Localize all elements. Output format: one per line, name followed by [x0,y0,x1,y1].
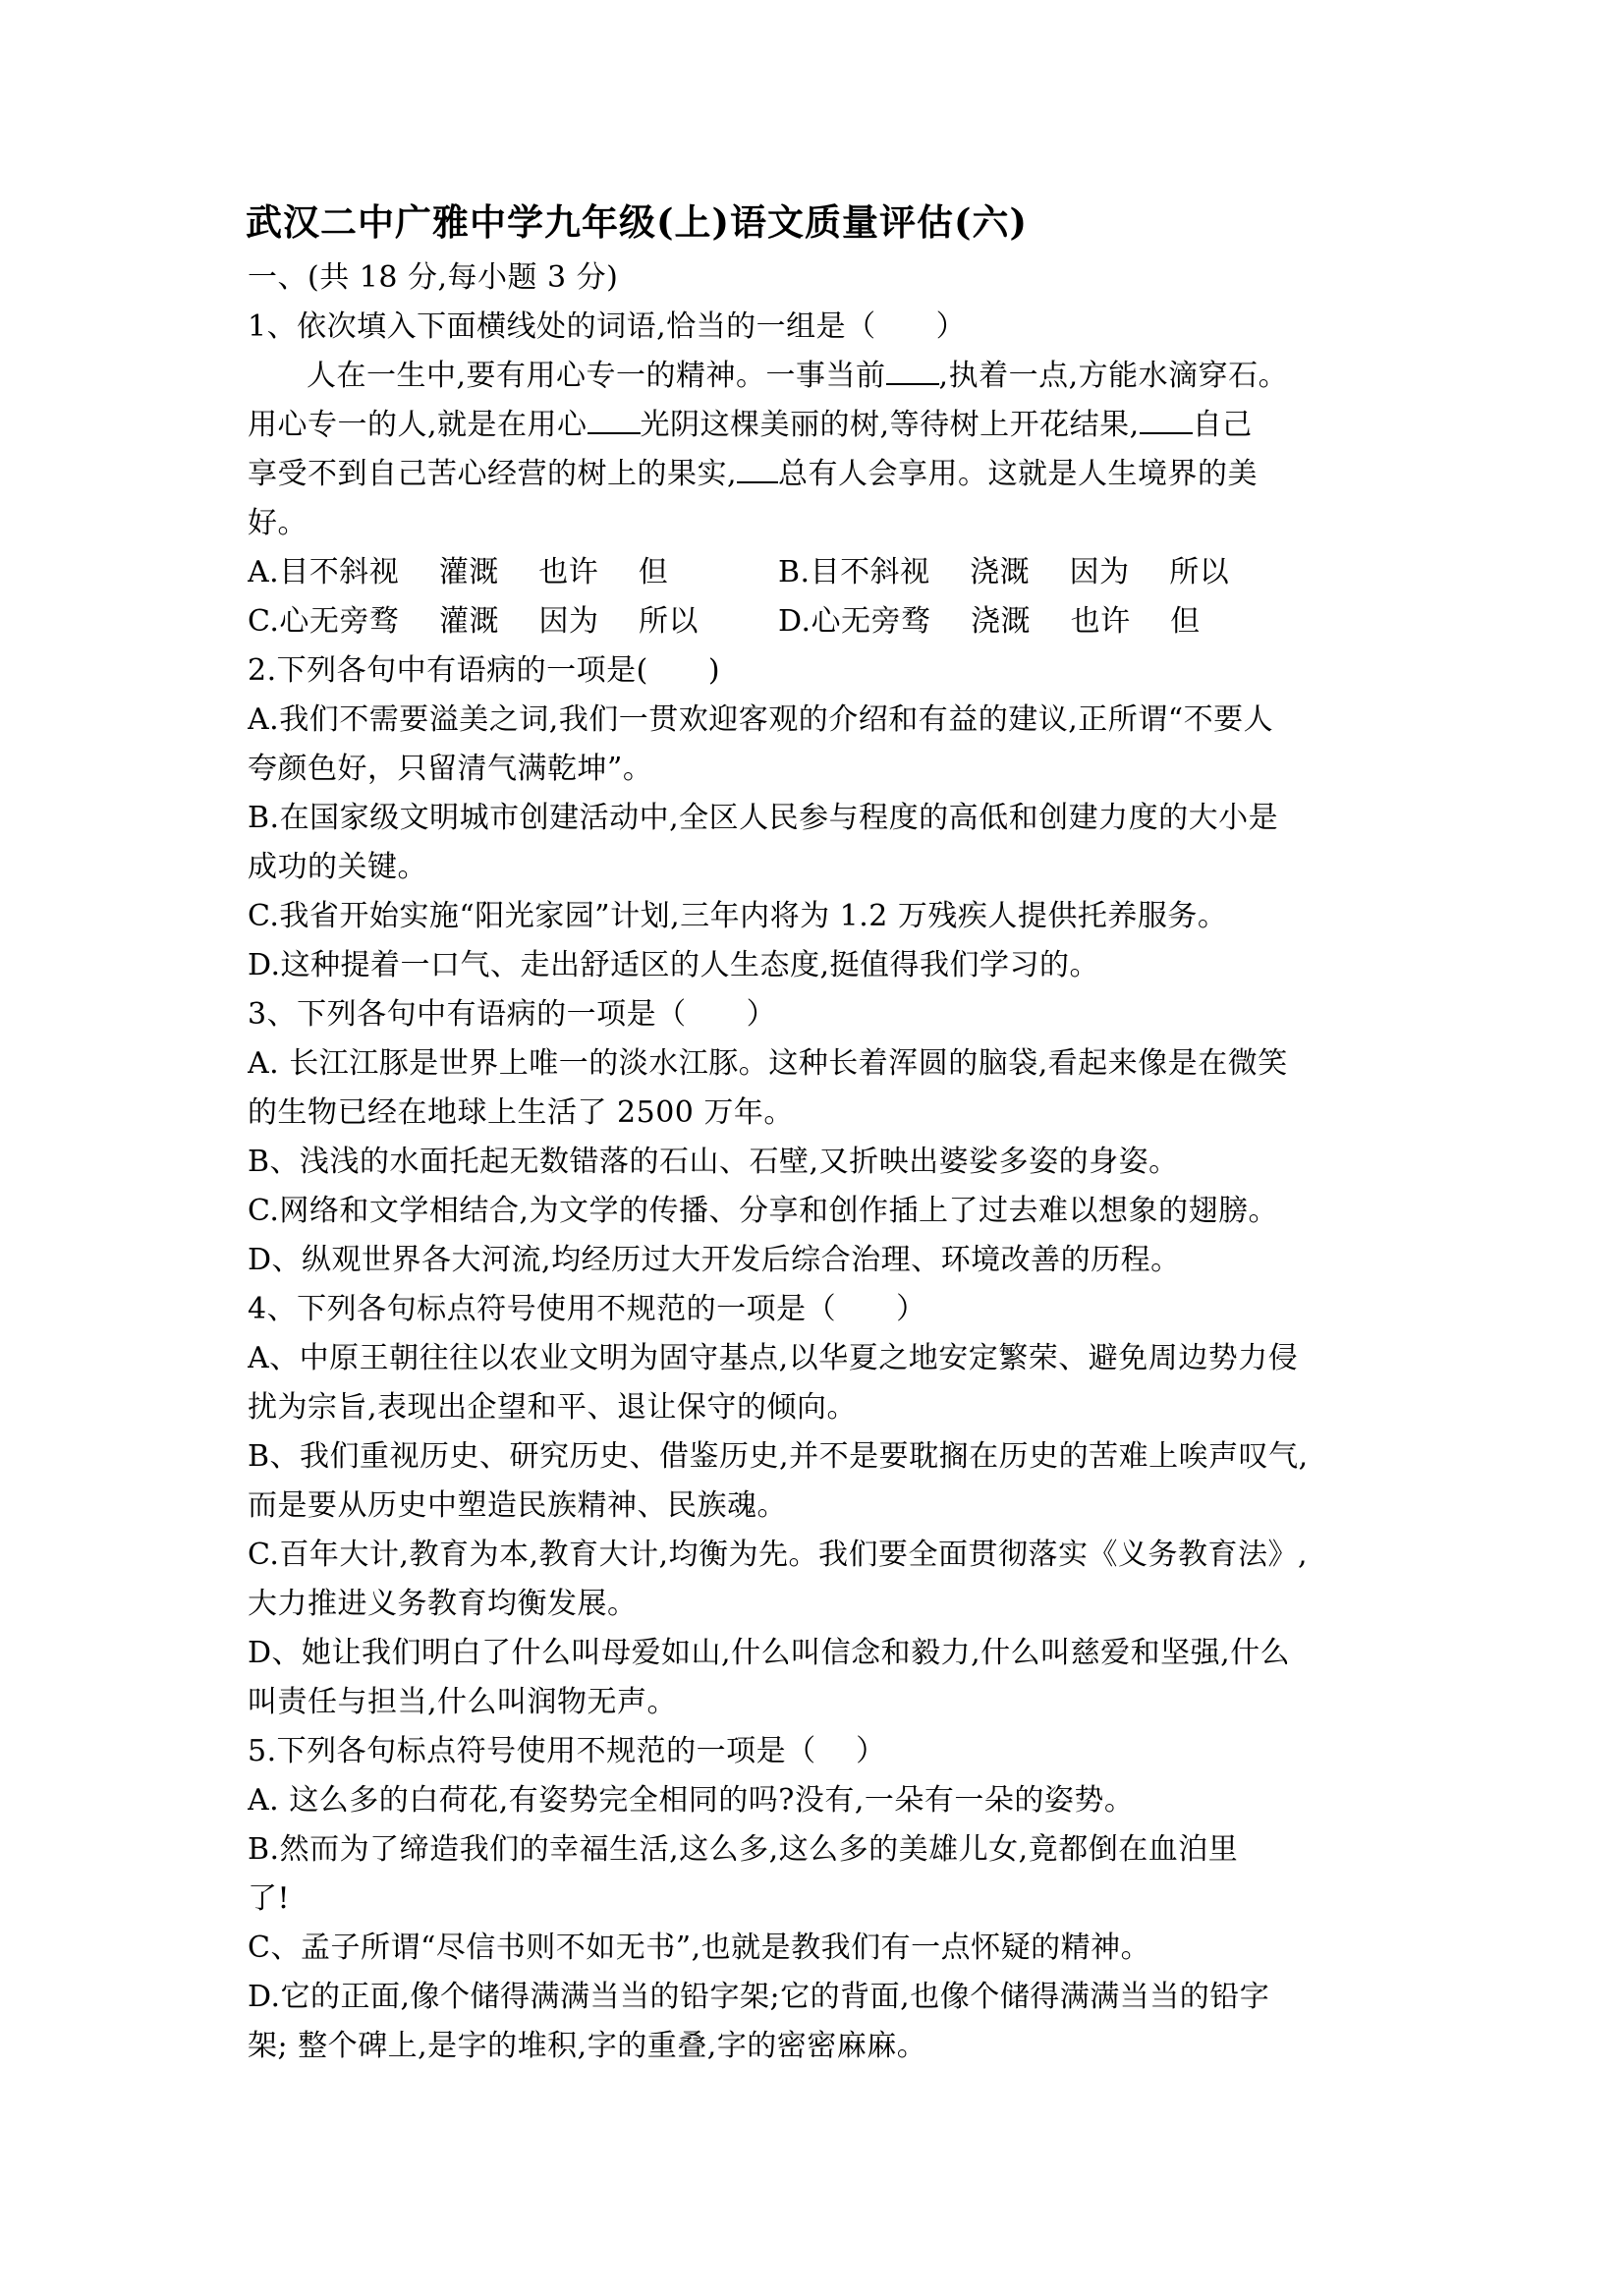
option-c: C、孟子所谓“尽信书则不如无书”,也就是教我们有一点怀疑的精神。 [248,1931,1151,1965]
option-a: A.我们不需要溢美之词,我们一贯欢迎客观的介绍和有益的建议,正所谓“不要人 [248,702,1274,737]
option-d: D.它的正面,像个储得满满当当的铅字架;它的背面,也像个储得满满当当的铅字 [248,1980,1270,2014]
passage-text: 光阴这棵美丽的树,等待树上开花结果, [640,408,1140,442]
page-title: 武汉二中广雅中学九年级(上)语文质量评估(六) [246,200,1029,244]
option-b: B.在国家级文明城市创建活动中,全区人民参与程度的高低和创建力度的大小是 [248,801,1279,835]
passage-text: 自己 [1192,408,1253,442]
option-b-continued: 了! [248,1881,291,1916]
option-c: C.我省开始实施“阳光家园”计划,三年内将为 1.2 万残疾人提供托养服务。 [248,899,1228,933]
option-a: A、中原王朝往往以农业文明为固守基点,以华夏之地安定繁荣、避免周边势力侵 [248,1341,1299,1375]
option-c: C.心无旁骛 灌溉 因为 所以 [248,604,700,639]
question-1-options-row [248,548,1392,597]
option-b: B.目不斜视 浇溉 因为 所以 [778,555,1230,589]
question-2-stem: 2.下列各句中有语病的一项是( ) [248,653,721,688]
option-d: D.这种提着一口气、走出舒适区的人生态度,挺值得我们学习的。 [248,948,1100,982]
question-1-options-row [248,597,1392,646]
question-1-passage-line [248,352,1392,401]
option-b-continued: 而是要从历史中塑造民族精神、民族魂。 [248,1488,787,1523]
option-c: C.百年大计,教育为本,教育大计,均衡为先。我们要全面贯彻落实《义务教育法》, [248,1538,1309,1572]
option-d: D、纵观世界各大河流,均经历过大开发后综合治理、环境改善的历程。 [248,1243,1181,1277]
option-d-continued: 叫责任与担当,什么叫润物无声。 [248,1685,678,1719]
fill-blank [737,454,778,483]
option-a-continued: 的生物已经在地球上生活了 2500 万年。 [248,1095,794,1130]
option-b: B.然而为了缔造我们的幸福生活,这么多,这么多的美雄儿女,竟都倒在血泊里 [248,1832,1239,1867]
option-a-continued: 扰为宗旨,表现出企望和平、退让保守的倾向。 [248,1390,858,1425]
question-5-stem: 5.下列各句标点符号使用不规范的一项是（ ） [248,1734,886,1768]
option-a: A. 这么多的白荷花,有姿势完全相同的吗?没有,一朵有一朵的姿势。 [248,1783,1135,1818]
section-heading: 一、(共 18 分,每小题 3 分) [248,260,619,295]
question-3-stem: 3、下列各句中有语病的一项是（ ） [248,997,777,1032]
passage-text: 人在一生中,要有用心专一的精神。一事当前 [307,359,886,393]
option-b-continued: 成功的关键。 [248,850,427,884]
exam-content [248,253,1392,2071]
option-a: A. 长江江豚是世界上唯一的淡水江豚。这种长着浑圆的脑袋,看起来像是在微笑 [248,1046,1288,1081]
passage-text: 享受不到自己苦心经营的树上的果实, [248,457,738,491]
passage-text: 用心专一的人,就是在用心 [248,408,588,442]
question-1-passage-line [248,401,1392,450]
option-d-continued: 架; 整个碑上,是字的堆积,字的重叠,字的密密麻麻。 [248,2029,927,2063]
fill-blank [1140,405,1193,434]
option-a: A.目不斜视 灌溉 也许 但 [248,555,669,589]
question-1-passage-line: 好。 [248,506,308,540]
fill-blank [886,356,939,385]
option-c: C.网络和文学相结合,为文学的传播、分享和创作插上了过去难以想象的翅膀。 [248,1194,1278,1228]
option-a-continued: 夸颜色好，只留清气满乾坤”。 [248,752,653,786]
question-1-stem: 1、依次填入下面横线处的词语,恰当的一组是（ ） [248,309,967,344]
fill-blank [588,405,641,434]
option-b: B、浅浅的水面托起无数错落的石山、石壁,又折映出婆娑多姿的身姿。 [248,1145,1179,1179]
question-4-stem: 4、下列各句标点符号使用不规范的一项是（ ） [248,1292,926,1326]
option-d: D.心无旁骛 浇溉 也许 但 [778,604,1201,639]
passage-text: 总有人会享用。这就是人生境界的美 [778,457,1259,491]
passage-text: ,执着一点,方能水滴穿石。 [938,359,1289,393]
question-1-passage-line [248,450,1392,499]
option-c-continued: 大力推进义务教育均衡发展。 [248,1587,638,1621]
option-d: D、她让我们明白了什么叫母爱如山,什么叫信念和毅力,什么叫慈爱和坚强,什么 [248,1636,1291,1670]
option-b: B、我们重视历史、研究历史、借鉴历史,并不是要耽搁在历史的苦难上唉声叹气, [248,1439,1309,1474]
